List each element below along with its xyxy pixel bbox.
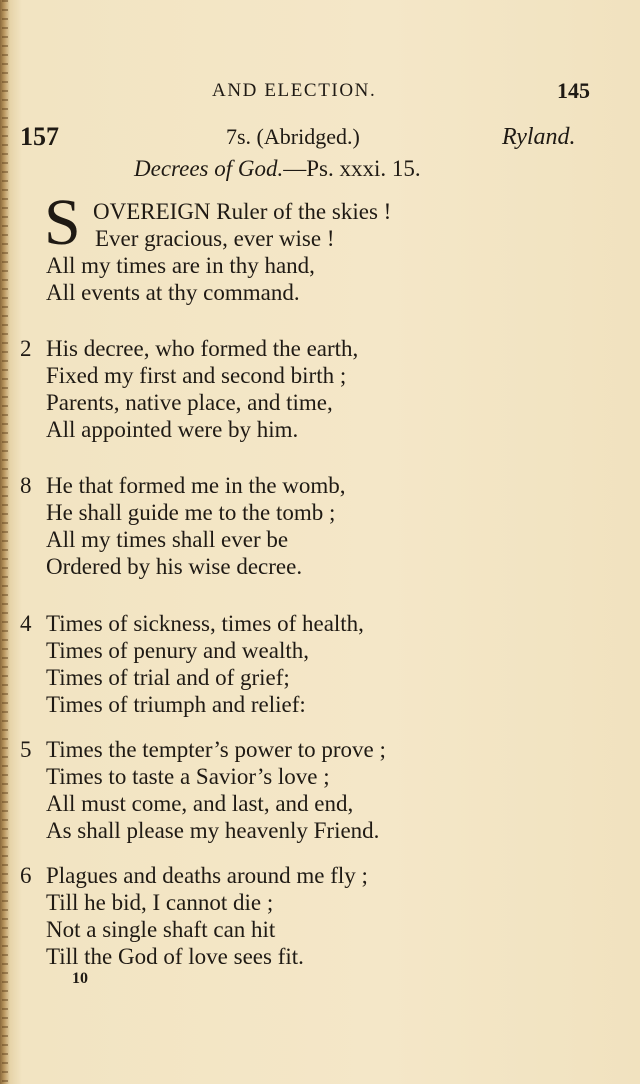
page-number: 145 (557, 78, 590, 103)
verse-line: Till the God of love sees fit. (46, 944, 304, 969)
hymn-subtitle (134, 156, 421, 182)
verse-line: Times of triumph and relief: (46, 692, 306, 717)
verse-line: Fixed my first and second birth ; (46, 363, 347, 388)
verse-line: He shall guide me to the tomb ; (46, 500, 336, 525)
subtitle-reference: —Ps. xxxi. 15. (283, 156, 421, 181)
verse-line: Times of sickness, times of health, (46, 611, 364, 636)
hymn-number: 157 (20, 122, 59, 151)
verse-line: Times of trial and of grief; (46, 665, 290, 690)
signature-mark: 10 (72, 970, 88, 987)
running-head (0, 80, 640, 110)
binding-edge (2, 0, 8, 1084)
hymn-header (0, 122, 640, 156)
verse-line: Parents, native place, and time, (46, 390, 333, 415)
verse-line: All events at thy command. (46, 280, 300, 305)
verse-line: All must come, and last, and end, (46, 791, 354, 816)
verse-line: Times of penury and wealth, (46, 638, 309, 663)
verse-line: All appointed were by him. (46, 417, 299, 442)
verse-line: OVEREIGN Ruler of the skies ! (93, 199, 392, 224)
verse-number: 2 (20, 336, 32, 361)
verse-line: Times to taste a Savior’s love ; (46, 764, 330, 789)
verse-line: His decree, who formed the earth, (46, 336, 359, 361)
verse-number: 5 (20, 737, 32, 762)
hymn-author: Ryland. (502, 124, 576, 150)
verse-line: As shall please my heavenly Friend. (46, 818, 380, 843)
hymn-meter: 7s. (Abridged.) (226, 124, 360, 149)
running-title: AND ELECTION. (212, 80, 377, 101)
subtitle-topic: Decrees of God. (134, 156, 284, 181)
verse-line: Ever gracious, ever wise ! (95, 226, 335, 251)
verse-number: 8 (20, 473, 32, 498)
verse-number: 6 (20, 863, 32, 888)
verse-line: Plagues and deaths around me fly ; (46, 863, 368, 888)
verse-line: Times the tempter’s power to prove ; (46, 737, 386, 762)
verse-line: He that formed me in the womb, (46, 473, 346, 498)
verse-line: Till he bid, I cannot die ; (46, 890, 274, 915)
verse-line: Not a single shaft can hit (46, 917, 276, 942)
verse-number: 4 (20, 611, 32, 636)
verse-line: All my times are in thy hand, (46, 253, 315, 278)
verse-line: Ordered by his wise decree. (46, 554, 303, 579)
verse-line: All my times shall ever be (46, 527, 289, 552)
drop-cap: S (44, 186, 81, 259)
